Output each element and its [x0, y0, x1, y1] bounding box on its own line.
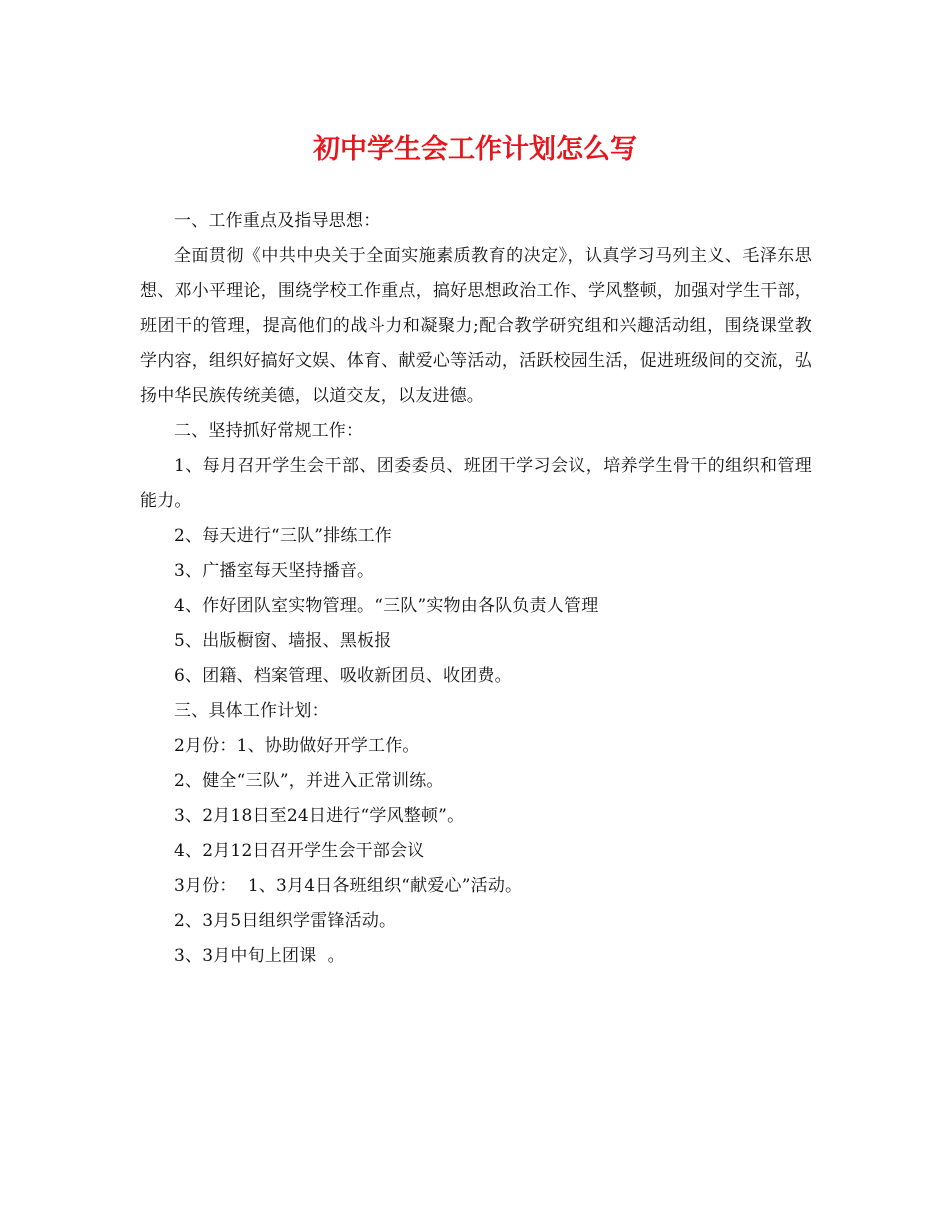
- section-heading-work-plan: 三、具体工作计划：: [174, 701, 329, 721]
- list-item-routine-5: 5、出版橱窗、墙报、黑板报: [174, 631, 392, 651]
- list-item-routine-6: 6、团籍、档案管理、吸收新团员、收团费。: [174, 666, 512, 686]
- plan-item-mar-2: 2、3月5日组织学雷锋活动。: [174, 911, 397, 931]
- plan-item-feb-2: 2、健全“三队”，并进入正常训练。: [174, 771, 444, 791]
- list-item-routine-3: 3、广播室每天坚持播音。: [174, 561, 375, 581]
- plan-item-feb-1: 2月份：1、协助做好开学工作。: [174, 736, 420, 756]
- plan-item-feb-3: 3、2月18日至24日进行“学风整顿”。: [174, 806, 465, 826]
- section-heading-guiding-thought: 一、工作重点及指导思想：: [174, 211, 381, 231]
- plan-item-mar-1: 3月份： 1、3月4日各班组织“献爱心”活动。: [174, 876, 523, 896]
- page-title: 初中学生会工作计划怎么写: [313, 134, 637, 165]
- plan-item-feb-4: 4、2月12日召开学生会干部会议: [174, 841, 425, 861]
- section-heading-routine-work: 二、坚持抓好常规工作：: [174, 421, 364, 441]
- list-item-routine-1: 1、每月召开学生会干部、团委委员、班团干学习会议，培养学生骨干的组织和管理能力。: [140, 456, 812, 511]
- document-body: [140, 204, 812, 974]
- list-item-routine-4: 4、作好团队室实物管理。“三队”实物由各队负责人管理: [174, 596, 599, 616]
- list-item-routine-2: 2、每天进行“三队”排练工作: [174, 526, 392, 546]
- paragraph-guiding-thought: 全面贯彻《中共中央关于全面实施素质教育的决定》，认真学习马列主义、毛泽东思想、邓小平理论，围绕学校工作重点，搞好思想政治工作、学风整顿，加强对学生干部，班团干的管理，提高他们的战斗力和凝聚力;配合教学研究组和兴趣活动组，围绕课堂教学内容，组织好搞好文娱、体育、献爱心等活动，活跃校园生活，促进班级间的交流，弘扬中华民族传统美德，以道交友，以友进德。: [140, 246, 812, 406]
- plan-item-mar-3: 3、3月中旬上团课 。: [174, 946, 345, 966]
